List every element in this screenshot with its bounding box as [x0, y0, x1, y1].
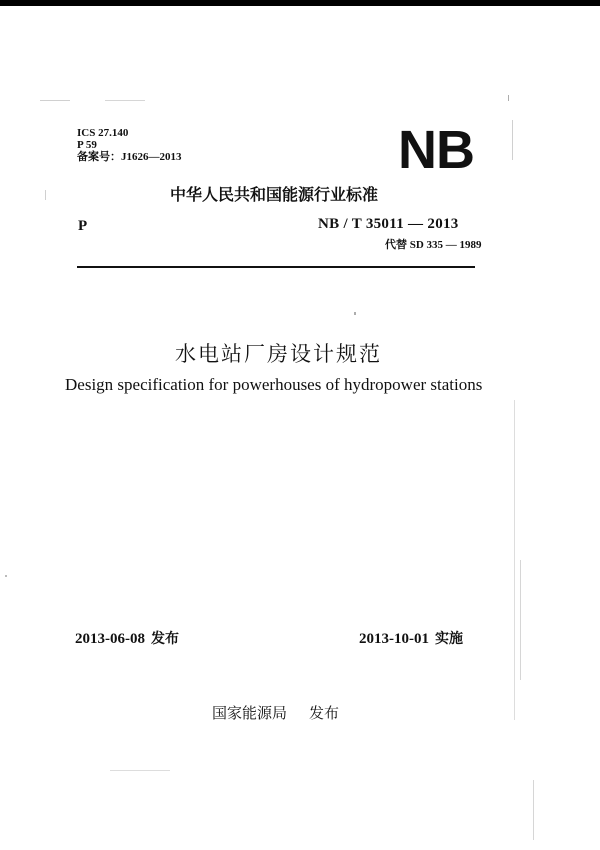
scan-artifact — [520, 560, 521, 680]
publisher-line — [212, 702, 339, 723]
issue-date: 2013-06-08 — [75, 631, 145, 647]
effective-date: 2013-10-01 — [359, 631, 429, 647]
p-code: P 59 — [77, 139, 97, 151]
title-chinese: 水电站厂房设计规范 — [175, 342, 382, 366]
effective-label: 实施 — [435, 631, 463, 647]
issue-date-line — [75, 628, 179, 648]
ics-code: ICS 27.140 — [77, 127, 129, 139]
scan-artifact — [508, 95, 509, 101]
effective-date-line — [359, 628, 463, 648]
header-rule — [77, 266, 475, 268]
issue-label: 发布 — [151, 631, 179, 647]
scan-artifact — [40, 100, 70, 101]
p-mark: P — [78, 218, 88, 234]
standard-number: NB / T 35011 — 2013 — [318, 216, 459, 232]
scan-artifact — [5, 575, 7, 577]
publisher-name: 国家能源局 — [212, 704, 288, 722]
record-number: 备案号：J1626—2013 — [77, 151, 182, 163]
scan-artifact — [105, 100, 145, 101]
scan-artifact — [514, 400, 515, 720]
scan-artifact — [533, 780, 534, 840]
standard-class: 中华人民共和国能源行业标准 — [170, 185, 379, 204]
scan-artifact — [512, 120, 513, 160]
scan-top-edge — [0, 0, 600, 6]
replaces-note: 代替 SD 335 — 1989 — [385, 239, 482, 251]
scan-artifact — [354, 312, 356, 315]
scan-artifact — [110, 770, 170, 771]
scan-artifact — [45, 190, 46, 200]
nb-logo: NB — [398, 120, 474, 180]
title-english: Design specification for powerhouses of hydropower stations — [65, 375, 483, 394]
publish-label: 发布 — [309, 704, 340, 722]
